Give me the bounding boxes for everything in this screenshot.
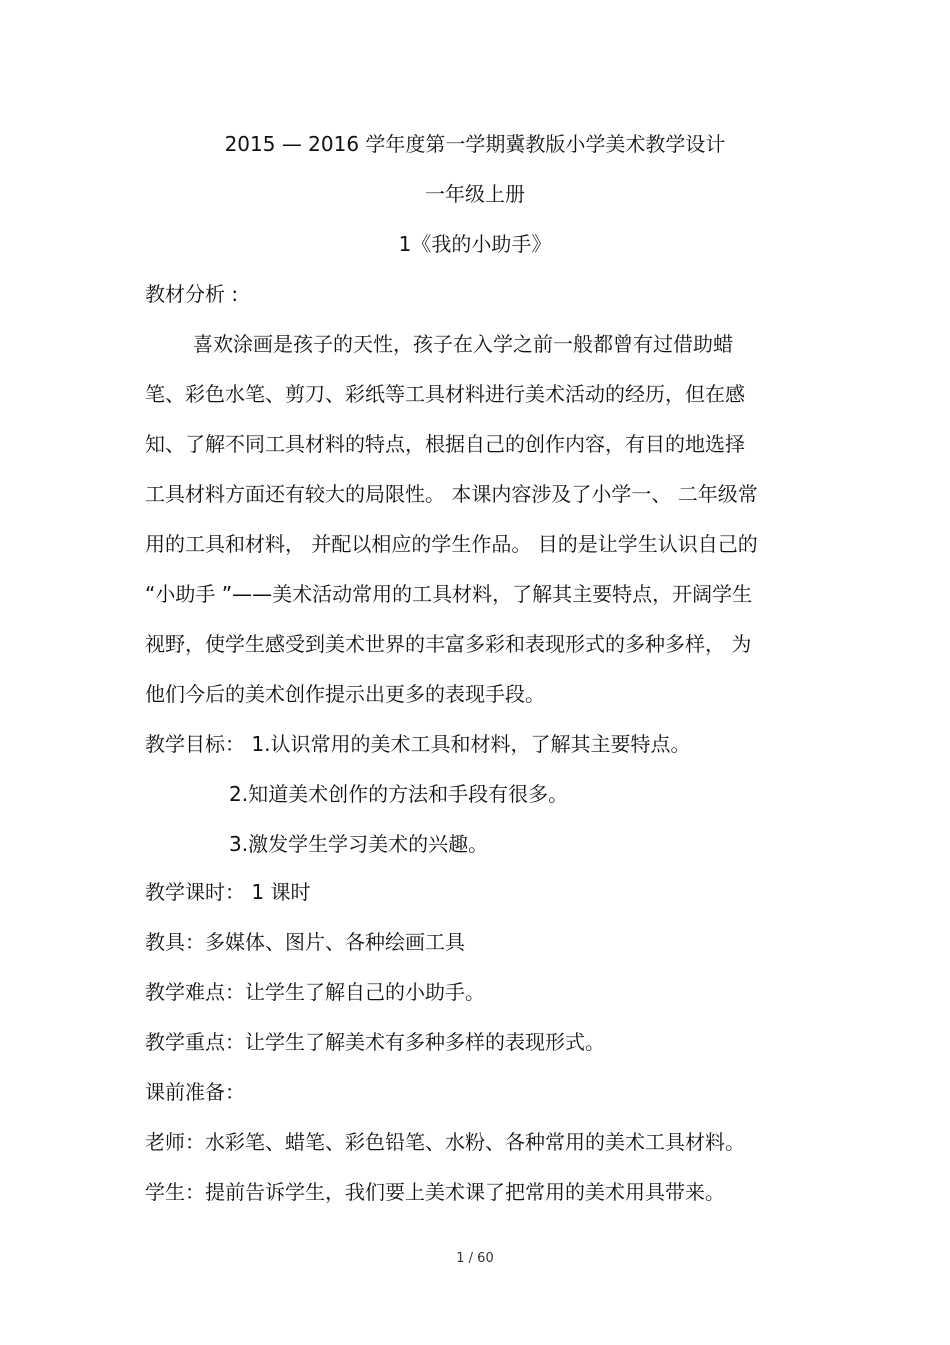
analysis-line: “小助手 ”——美术活动常用的工具材料，了解其主要特点，开阔学生 xyxy=(145,582,753,606)
analysis-line: 喜欢涂画是孩子的天性，孩子在入学之前一般都曾有过借助蜡 xyxy=(193,332,733,356)
analysis-line: 他们今后的美术创作提示出更多的表现手段。 xyxy=(145,682,545,706)
analysis-heading: 教材分析 : xyxy=(145,282,239,306)
teaching-goal-2: 2.知道美术创作的方法和手段有很多。 xyxy=(229,782,569,806)
page-number: 1 / 60 xyxy=(456,1251,494,1266)
teacher-preparation: 老师：水彩笔、蜡笔、彩色铅笔、水粉、各种常用的美术工具材料。 xyxy=(145,1130,745,1154)
analysis-line: 知、了解不同工具材料的特点，根据自己的创作内容，有目的地选择 xyxy=(145,432,745,456)
class-hours: 教学课时： 1 课时 xyxy=(145,880,311,904)
teaching-key-point: 教学重点：让学生了解美术有多种多样的表现形式。 xyxy=(145,1030,605,1054)
document-title: 2015 — 2016 学年度第一学期冀教版小学美术教学设计 xyxy=(224,132,726,156)
analysis-line: 工具材料方面还有较大的局限性。 本课内容涉及了小学一、 二年级常 xyxy=(145,482,758,506)
analysis-line: 笔、彩色水笔、剪刀、彩纸等工具材料进行美术活动的经历，但在感 xyxy=(145,382,745,406)
teaching-goal-3: 3.激发学生学习美术的兴趣。 xyxy=(229,832,489,856)
analysis-line: 视野，使学生感受到美术世界的丰富多彩和表现形式的多种多样， 为 xyxy=(145,632,752,656)
lesson-title: 1《我的小助手》 xyxy=(398,232,552,256)
teaching-difficulty: 教学难点：让学生了解自己的小助手。 xyxy=(145,980,485,1004)
teaching-aids: 教具：多媒体、图片、各种绘画工具 xyxy=(145,930,465,954)
student-preparation: 学生：提前告诉学生，我们要上美术课了把常用的美术用具带来。 xyxy=(145,1180,725,1204)
preparation-heading: 课前准备： xyxy=(145,1080,245,1104)
analysis-line: 用的工具和材料， 并配以相应的学生作品。 目的是让学生认识自己的 xyxy=(145,532,758,556)
teaching-goals: 教学目标： 1.认识常用的美术工具和材料，了解其主要特点。 xyxy=(145,732,691,756)
document-subtitle: 一年级上册 xyxy=(425,182,525,206)
